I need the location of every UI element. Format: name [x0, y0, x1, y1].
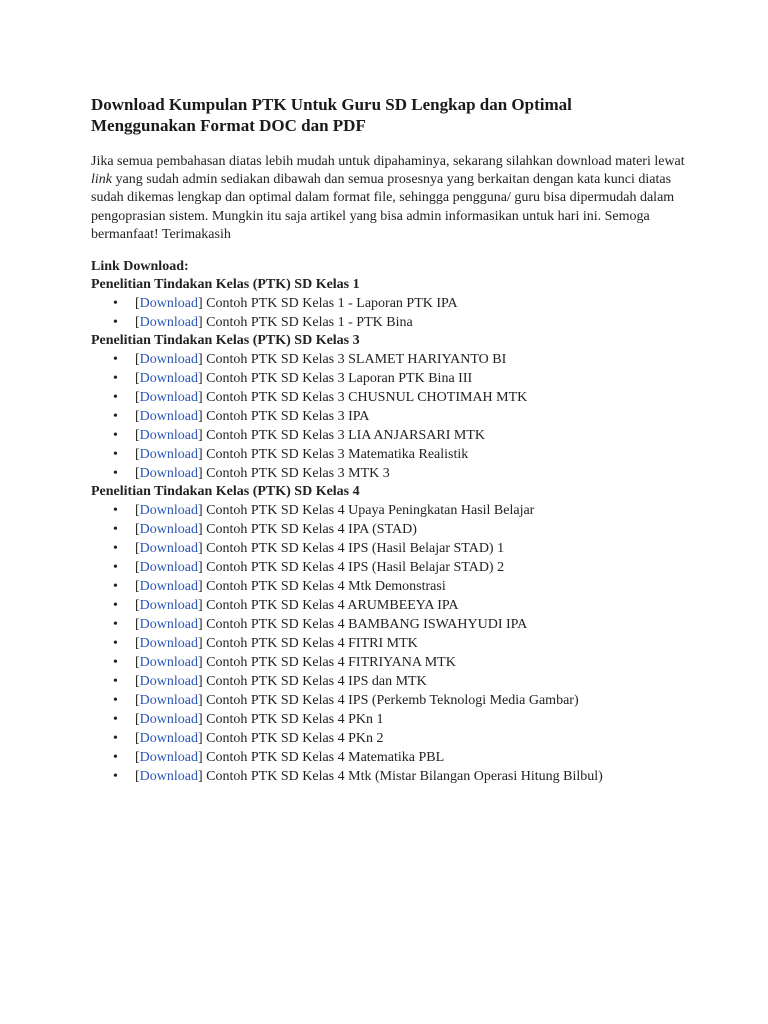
item-label: Contoh PTK SD Kelas 4 ARUMBEEYA IPA [206, 598, 459, 614]
list-item: • [Download] Contoh PTK SD Kelas 3 IPA [113, 409, 370, 425]
document-page [91, 94, 691, 786]
item-label: Contoh PTK SD Kelas 3 IPA [206, 409, 370, 425]
bullet-icon: • [113, 352, 118, 368]
download-link[interactable]: Download [139, 466, 198, 482]
bullet-icon: • [113, 390, 118, 406]
download-link[interactable]: Download [139, 560, 198, 576]
download-link[interactable]: Download [139, 315, 198, 331]
bullet-icon: • [113, 541, 118, 557]
bullet-icon: • [113, 731, 118, 747]
download-link[interactable]: Download [139, 447, 198, 463]
bullet-icon: • [113, 750, 118, 766]
list-item: • [Download] Contoh PTK SD Kelas 3 LIA ANJARSARI MTK [113, 428, 486, 444]
download-link[interactable]: Download [139, 579, 198, 595]
list-item: • [Download] Contoh PTK SD Kelas 4 IPA (STAD) [113, 522, 417, 538]
list-item: • [Download] Contoh PTK SD Kelas 4 FITRIYANA MTK [113, 655, 456, 671]
download-link[interactable]: Download [139, 541, 198, 557]
bullet-icon: • [113, 522, 118, 538]
list-item: • [Download] Contoh PTK SD Kelas 4 BAMBANG ISWAHYUDI IPA [113, 617, 528, 633]
list-item: • [Download] Contoh PTK SD Kelas 4 IPS (Hasil Belajar STAD) 1 [113, 541, 505, 557]
list-item: • [Download] Contoh PTK SD Kelas 4 FITRI MTK [113, 636, 418, 652]
section-heading-kelas-3: Penelitian Tindakan Kelas (PTK) SD Kelas 3 [91, 333, 360, 349]
download-link[interactable]: Download [139, 617, 198, 633]
download-link[interactable]: Download [139, 674, 198, 690]
list-item: • [Download] Contoh PTK SD Kelas 3 Laporan PTK Bina III [113, 371, 473, 387]
list-item: • [Download] Contoh PTK SD Kelas 4 PKn 1 [113, 712, 384, 728]
list-item: • [Download] Contoh PTK SD Kelas 4 Mtk Demonstrasi [113, 579, 446, 595]
download-link[interactable]: Download [139, 428, 198, 444]
list-item: • [Download] Contoh PTK SD Kelas 3 CHUSNUL CHOTIMAH MTK [113, 390, 528, 406]
bullet-icon: • [113, 579, 118, 595]
item-label: Contoh PTK SD Kelas 4 IPS (Perkemb Teknologi Media Gambar) [206, 693, 579, 709]
download-link[interactable]: Download [139, 296, 198, 312]
intro-text-part-1: Jika semua pembahasan diatas lebih mudah untuk dipahaminya, sekarang silahkan download materi lewat [91, 154, 685, 169]
list-item: • [Download] Contoh PTK SD Kelas 4 Upaya Peningkatan Hasil Belajar [113, 503, 535, 519]
item-label: Contoh PTK SD Kelas 4 Mtk (Mistar Bilangan Operasi Hitung Bilbul) [206, 769, 603, 785]
item-label: Contoh PTK SD Kelas 3 LIA ANJARSARI MTK [206, 428, 486, 444]
page-title [91, 94, 691, 136]
item-label: Contoh PTK SD Kelas 4 PKn 2 [206, 731, 384, 747]
bullet-icon: • [113, 560, 118, 576]
download-link[interactable]: Download [139, 769, 198, 785]
item-label: Contoh PTK SD Kelas 4 FITRIYANA MTK [206, 655, 456, 671]
bullet-icon: • [113, 315, 118, 331]
bullet-icon: • [113, 466, 118, 482]
item-label: Contoh PTK SD Kelas 4 FITRI MTK [206, 636, 418, 652]
intro-link-word: link [91, 172, 112, 188]
section-heading-kelas-1: Penelitian Tindakan Kelas (PTK) SD Kelas 1 [91, 277, 360, 293]
item-label: Contoh PTK SD Kelas 3 Matematika Realistik [206, 447, 469, 463]
list-item: • [Download] Contoh PTK SD Kelas 3 SLAMET HARIYANTO BI [113, 352, 507, 368]
download-link[interactable]: Download [139, 598, 198, 614]
download-link[interactable]: Download [139, 522, 198, 538]
bullet-icon: • [113, 769, 118, 785]
list-item: • [Download] Contoh PTK SD Kelas 4 Matematika PBL [113, 750, 445, 766]
download-link[interactable]: Download [139, 655, 198, 671]
list-item: • [Download] Contoh PTK SD Kelas 4 ARUMBEEYA IPA [113, 598, 459, 614]
download-link[interactable]: Download [139, 352, 198, 368]
list-item: • [Download] Contoh PTK SD Kelas 3 MTK 3 [113, 466, 390, 482]
item-label: Contoh PTK SD Kelas 4 IPS (Hasil Belajar STAD) 1 [206, 541, 505, 557]
item-label: Contoh PTK SD Kelas 1 - PTK Bina [206, 315, 413, 331]
bullet-icon: • [113, 674, 118, 690]
list-item: • [Download] Contoh PTK SD Kelas 4 PKn 2 [113, 731, 384, 747]
title-line-1: Download Kumpulan PTK Untuk Guru SD Lengkap dan Optimal [91, 95, 572, 114]
download-link[interactable]: Download [139, 731, 198, 747]
bullet-icon: • [113, 447, 118, 463]
section-heading-kelas-4: Penelitian Tindakan Kelas (PTK) SD Kelas 4 [91, 484, 360, 500]
download-link[interactable]: Download [139, 409, 198, 425]
bullet-icon: • [113, 636, 118, 652]
download-list-kelas-1 [91, 294, 691, 332]
bullet-icon: • [113, 371, 118, 387]
item-label: Contoh PTK SD Kelas 4 IPA (STAD) [206, 522, 417, 538]
item-label: Contoh PTK SD Kelas 3 CHUSNUL CHOTIMAH MTK [206, 390, 528, 406]
bullet-icon: • [113, 693, 118, 709]
item-label: Contoh PTK SD Kelas 4 Mtk Demonstrasi [206, 579, 446, 595]
download-link[interactable]: Download [139, 712, 198, 728]
list-item: • [Download] Contoh PTK SD Kelas 3 Matematika Realistik [113, 447, 469, 463]
download-link[interactable]: Download [139, 503, 198, 519]
item-label: Contoh PTK SD Kelas 4 Upaya Peningkatan Hasil Belajar [206, 503, 535, 519]
title-line-2: Menggunakan Format DOC dan PDF [91, 116, 366, 135]
list-item: • [Download] Contoh PTK SD Kelas 4 IPS dan MTK [113, 674, 427, 690]
intro-paragraph [91, 153, 691, 244]
item-label: Contoh PTK SD Kelas 4 IPS (Hasil Belajar STAD) 2 [206, 560, 505, 576]
item-label: Contoh PTK SD Kelas 1 - Laporan PTK IPA [206, 296, 458, 312]
item-label: Contoh PTK SD Kelas 3 MTK 3 [206, 466, 390, 482]
item-label: Contoh PTK SD Kelas 4 IPS dan MTK [206, 674, 427, 690]
item-label: Contoh PTK SD Kelas 3 SLAMET HARIYANTO BI [206, 352, 507, 368]
item-label: Contoh PTK SD Kelas 3 Laporan PTK Bina III [206, 371, 473, 387]
bullet-icon: • [113, 428, 118, 444]
link-download-heading: Link Download: [91, 259, 189, 275]
bullet-icon: • [113, 655, 118, 671]
list-item: • [Download] Contoh PTK SD Kelas 4 Mtk (Mistar Bilangan Operasi Hitung Bilbul) [113, 769, 603, 785]
download-link[interactable]: Download [139, 750, 198, 766]
bullet-icon: • [113, 617, 118, 633]
download-link[interactable]: Download [139, 693, 198, 709]
item-label: Contoh PTK SD Kelas 4 Matematika PBL [206, 750, 445, 766]
item-label: Contoh PTK SD Kelas 4 PKn 1 [206, 712, 384, 728]
download-link[interactable]: Download [139, 371, 198, 387]
download-link[interactable]: Download [139, 390, 198, 406]
list-item: • [Download] Contoh PTK SD Kelas 1 - Laporan PTK IPA [113, 296, 458, 312]
list-item: • [Download] Contoh PTK SD Kelas 4 IPS (Perkemb Teknologi Media Gambar) [113, 693, 579, 709]
bullet-icon: • [113, 712, 118, 728]
bullet-icon: • [113, 409, 118, 425]
bullet-icon: • [113, 503, 118, 519]
bullet-icon: • [113, 598, 118, 614]
bullet-icon: • [113, 296, 118, 312]
list-item: • [Download] Contoh PTK SD Kelas 4 IPS (Hasil Belajar STAD) 2 [113, 560, 505, 576]
item-label: Contoh PTK SD Kelas 4 BAMBANG ISWAHYUDI IPA [206, 617, 528, 633]
download-link[interactable]: Download [139, 636, 198, 652]
list-item: • [Download] Contoh PTK SD Kelas 1 - PTK Bina [113, 315, 413, 331]
download-list-kelas-4 [91, 501, 691, 786]
intro-text-part-2: yang sudah admin sediakan dibawah dan semua prosesnya yang berkaitan dengan kata kunci diatas sudah dikemas lengkap dan optimal dalam format file, sehingga pengguna/ guru bisa dipermudah dalam pengoprasian sistem. Mungkin itu saja artikel yang bisa admin informasikan untuk hari ini. Semoga bermanfaat! Terimakasih [91, 172, 675, 242]
download-list-kelas-3 [91, 350, 691, 483]
